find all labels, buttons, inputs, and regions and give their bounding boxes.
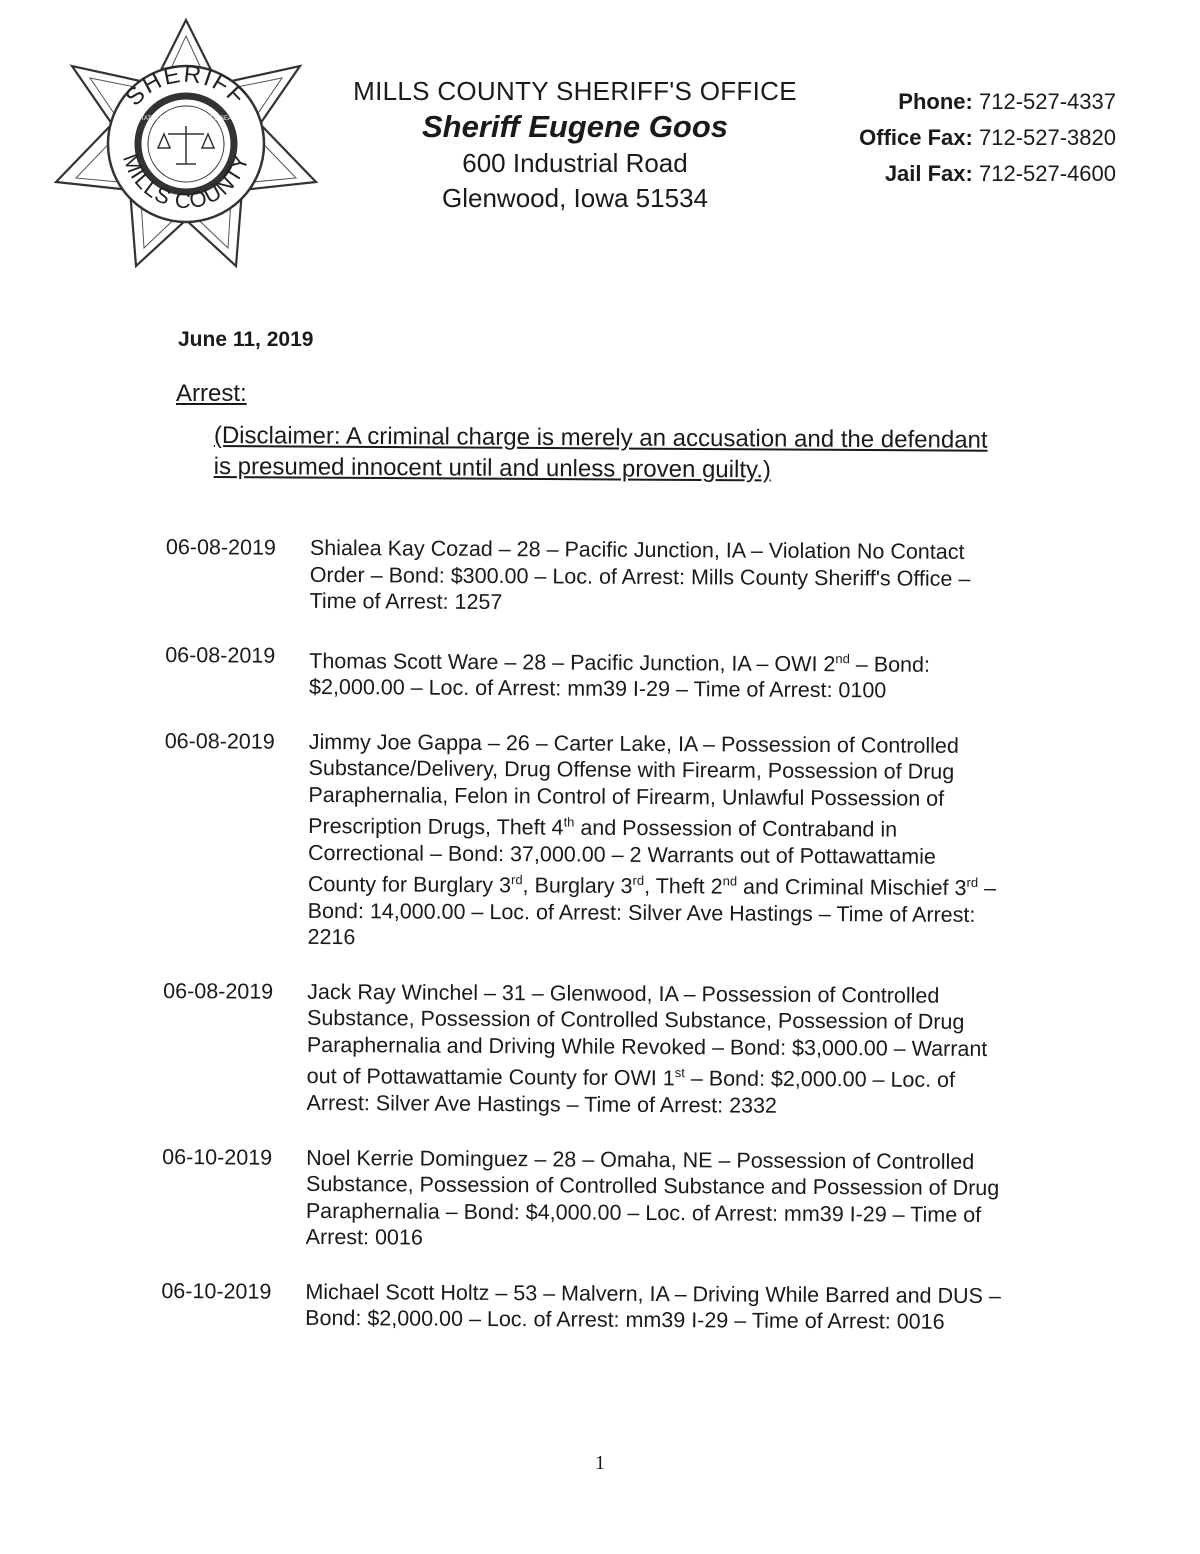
- jail-fax-line: Jail Fax: 712-527-4600: [884, 161, 1116, 186]
- arrest-date: 06-08-2019: [165, 642, 276, 668]
- arrest-details: Shialea Kay Cozad – 28 – Pacific Junction, IA – Violation No Contact Order – Bond: $300.00 – Loc. of Arrest: Mills County Sheriff's Office – Time of Arrest: 1257: [309, 535, 971, 615]
- seal-bottom-text: MILLS COUNTY: [117, 150, 254, 214]
- section-title: Arrest:: [176, 380, 247, 407]
- arrest-entry: [161, 1278, 1021, 1336]
- arrest-date: 06-10-2019: [162, 1144, 273, 1170]
- disclaimer: (Disclaimer: A criminal charge is merely an accusation and the defendant is presumed innocent until and unless proven guilty.): [213, 421, 988, 484]
- arrest-date: 06-08-2019: [165, 535, 276, 560]
- contact-block: [859, 84, 1116, 192]
- seal-inner-text: STATE OF IOWA · SHERIFF'S SEAL: [136, 116, 236, 122]
- arrest-details: Jack Ray Winchel – 31 – Glenwood, IA – Possession of Controlled Substance, Possession of Controlled Substance, Possession of Drug Paraphernalia and Driving While Revoked – Bond: $3,000.00 – Warrant out of Pottawattamie County for OWI 1st – Bond: $2,000.00 – Loc. of Arrest: Silver Ave Hastings – Time of Arrest: 2332: [306, 979, 988, 1118]
- arrest-entry: [162, 978, 1023, 1121]
- sheriff-name: Sheriff Eugene Goos: [421, 109, 729, 144]
- arrest-details: Michael Scott Holtz – 53 – Malvern, IA – Driving While Barred and DUS – Bond: $2,000.00 – Loc. of Arrest: mm39 I-29 – Time of Arrest: 0016: [305, 1279, 1001, 1334]
- arrest-date: 06-08-2019: [163, 978, 274, 1004]
- arrest-details: Noel Kerrie Dominguez – 28 – Omaha, NE – Possession of Controlled Substance, Possession of Controlled Substance and Possession of Drug Paraphernalia – Bond: $4,000.00 – Loc. of Arrest: mm39 I-29 – Time of Arrest: 0016: [305, 1145, 1000, 1250]
- arrest-details: Thomas Scott Ware – 28 – Pacific Junction, IA – OWI 2nd – Bond: $2,000.00 – Loc. of Arrest: mm39 I-29 – Time of Arrest: 0100: [308, 648, 931, 703]
- arrest-entry: [162, 1144, 1023, 1255]
- sheriff-badge-seal: [52, 14, 324, 276]
- phone-line: Phone: 712-527-4337: [898, 89, 1116, 114]
- arrest-date: 06-10-2019: [161, 1278, 272, 1304]
- address-line-1: 600 Industrial Road: [462, 148, 688, 178]
- arrest-entry: [163, 728, 1024, 956]
- office-letterhead: [330, 76, 820, 215]
- seal-top-text: SHERIFF: [120, 60, 252, 112]
- address-line-2: Glenwood, Iowa 51534: [442, 183, 708, 213]
- arrest-details: Jimmy Joe Gappa – 26 – Carter Lake, IA – Possession of Controlled Substance/Delivery, Drug Offense with Firearm, Possession of Drug Paraphernalia, Felon in Control of Firearm, Unlawful Possession of Prescription Drugs, Theft 4th and Possession of Contraband in Correctional – Bond: 37,000.00 – 2 Warrants out of Pottawattamie County for Burglary 3rd, Burglary 3rd, Theft 2nd and Criminal Mischief 3rd – Bond: 14,000.00 – Loc. of Arrest: Silver Ave Hastings – Time of Arrest: 2216: [307, 729, 997, 950]
- phone-number: 712-527-4337: [978, 89, 1116, 114]
- arrest-entry: [165, 641, 1025, 704]
- office-fax-line: Office Fax: 712-527-3820: [859, 125, 1116, 150]
- office-fax-number: 712-527-3820: [978, 125, 1116, 150]
- arrest-entry: [166, 534, 1026, 619]
- office-name: MILLS COUNTY SHERIFF'S OFFICE: [353, 76, 797, 106]
- page-number: 1: [595, 1452, 605, 1474]
- report-date: June 11, 2019: [178, 328, 314, 351]
- arrest-date: 06-08-2019: [164, 728, 275, 754]
- arrest-list: [161, 534, 1026, 1364]
- jail-fax-number: 712-527-4600: [978, 161, 1116, 186]
